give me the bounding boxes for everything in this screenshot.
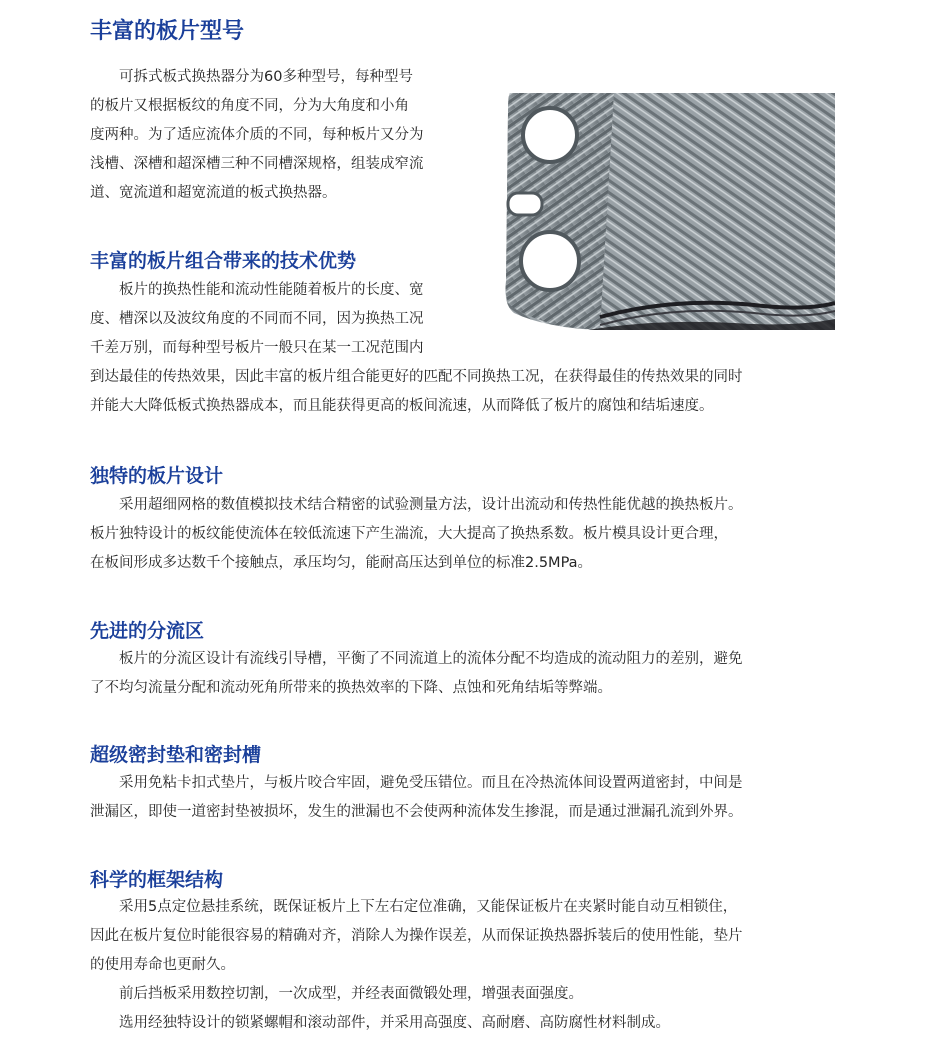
- section-body-distribution-zone: [90, 645, 743, 703]
- section-title-gasket: 超级密封垫和密封槽: [90, 744, 262, 766]
- text-line: 板片的分流区设计有流线引导槽，平衡了不同流道上的流体分配不均造成的流动阻力的差别，避免: [90, 651, 743, 667]
- text-line: 因此在板片复位时能很容易的精确对齐，消除人为操作误差，从而保证换热器拆装后的使用性能，垫片: [90, 928, 743, 944]
- text-line: 的板片又根据板纹的角度不同，分为大角度和小角: [90, 98, 409, 114]
- text-line: 采用超细网格的数值模拟技术结合精密的试验测量方法，设计出流动和传热性能优越的换热板片。: [90, 497, 743, 513]
- text-line: 度两种。为了适应流体介质的不同，每种板片又分为: [90, 127, 424, 143]
- text-line: 浅槽、深槽和超深槽三种不同槽深规格，组装成窄流: [90, 156, 424, 172]
- text-line: 的使用寿命也更耐久。: [90, 957, 235, 973]
- section-title-distribution-zone: 先进的分流区: [90, 620, 205, 642]
- text-line: 在板间形成多达数千个接触点，承压均匀，能耐高压达到单位的标准2.5MPa。: [90, 555, 593, 571]
- text-line: 采用5点定位悬挂系统，既保证板片上下左右定位准确，又能保证板片在夹紧时能自动互相锁住，: [90, 899, 738, 915]
- text-line: 千差万别，而每种型号板片一般只在某一工况范围内: [90, 340, 424, 356]
- section-body-frame-structure: [90, 893, 743, 1038]
- section-body-plate-combination: [90, 276, 743, 421]
- text-line: 到达最佳的传热效果，因此丰富的板片组合能更好的匹配不同换热工况，在获得最佳的传热效果的同时: [90, 369, 743, 385]
- section-title-plate-models: 丰富的板片型号: [90, 19, 245, 44]
- section-body-plate-models: [90, 63, 424, 208]
- section-title-plate-combination: 丰富的板片组合带来的技术优势: [90, 250, 357, 272]
- text-line: 板片独特设计的板纹能使流体在较低流速下产生湍流，大大提高了换热系数。板片模具设计更合理，: [90, 526, 728, 542]
- text-line: 度、槽深以及波纹角度的不同而不同，因为换热工况: [90, 311, 424, 327]
- text-line: 板片的换热性能和流动性能随着板片的长度、宽: [90, 282, 424, 298]
- text-line: 道、宽流道和超宽流道的板式换热器。: [90, 185, 337, 201]
- text-line: 采用免粘卡扣式垫片，与板片咬合牢固，避免受压错位。而且在冷热流体间设置两道密封，中间是: [90, 775, 743, 791]
- text-line: 前后挡板采用数控切割，一次成型，并经表面微锻处理，增强表面强度。: [90, 986, 583, 1002]
- text-line: 可拆式板式换热器分为60多种型号，每种型号: [90, 69, 413, 85]
- section-title-unique-design: 独特的板片设计: [90, 465, 224, 487]
- text-line: 泄漏区，即使一道密封垫被损坏，发生的泄漏也不会使两种流体发生掺混，而是通过泄漏孔流到外界。: [90, 804, 743, 820]
- section-body-gasket: [90, 769, 743, 827]
- text-line: 并能大大降低板式换热器成本，而且能获得更高的板间流速，从而降低了板片的腐蚀和结垢速度。: [90, 398, 714, 414]
- section-body-unique-design: [90, 491, 743, 578]
- text-line: 了不均匀流量分配和流动死角所带来的换热效率的下降、点蚀和死角结垢等弊端。: [90, 680, 612, 696]
- text-line: 选用经独特设计的锁紧螺帽和滚动部件，并采用高强度、高耐磨、高防腐性材料制成。: [90, 1015, 670, 1031]
- section-title-frame-structure: 科学的框架结构: [90, 869, 224, 891]
